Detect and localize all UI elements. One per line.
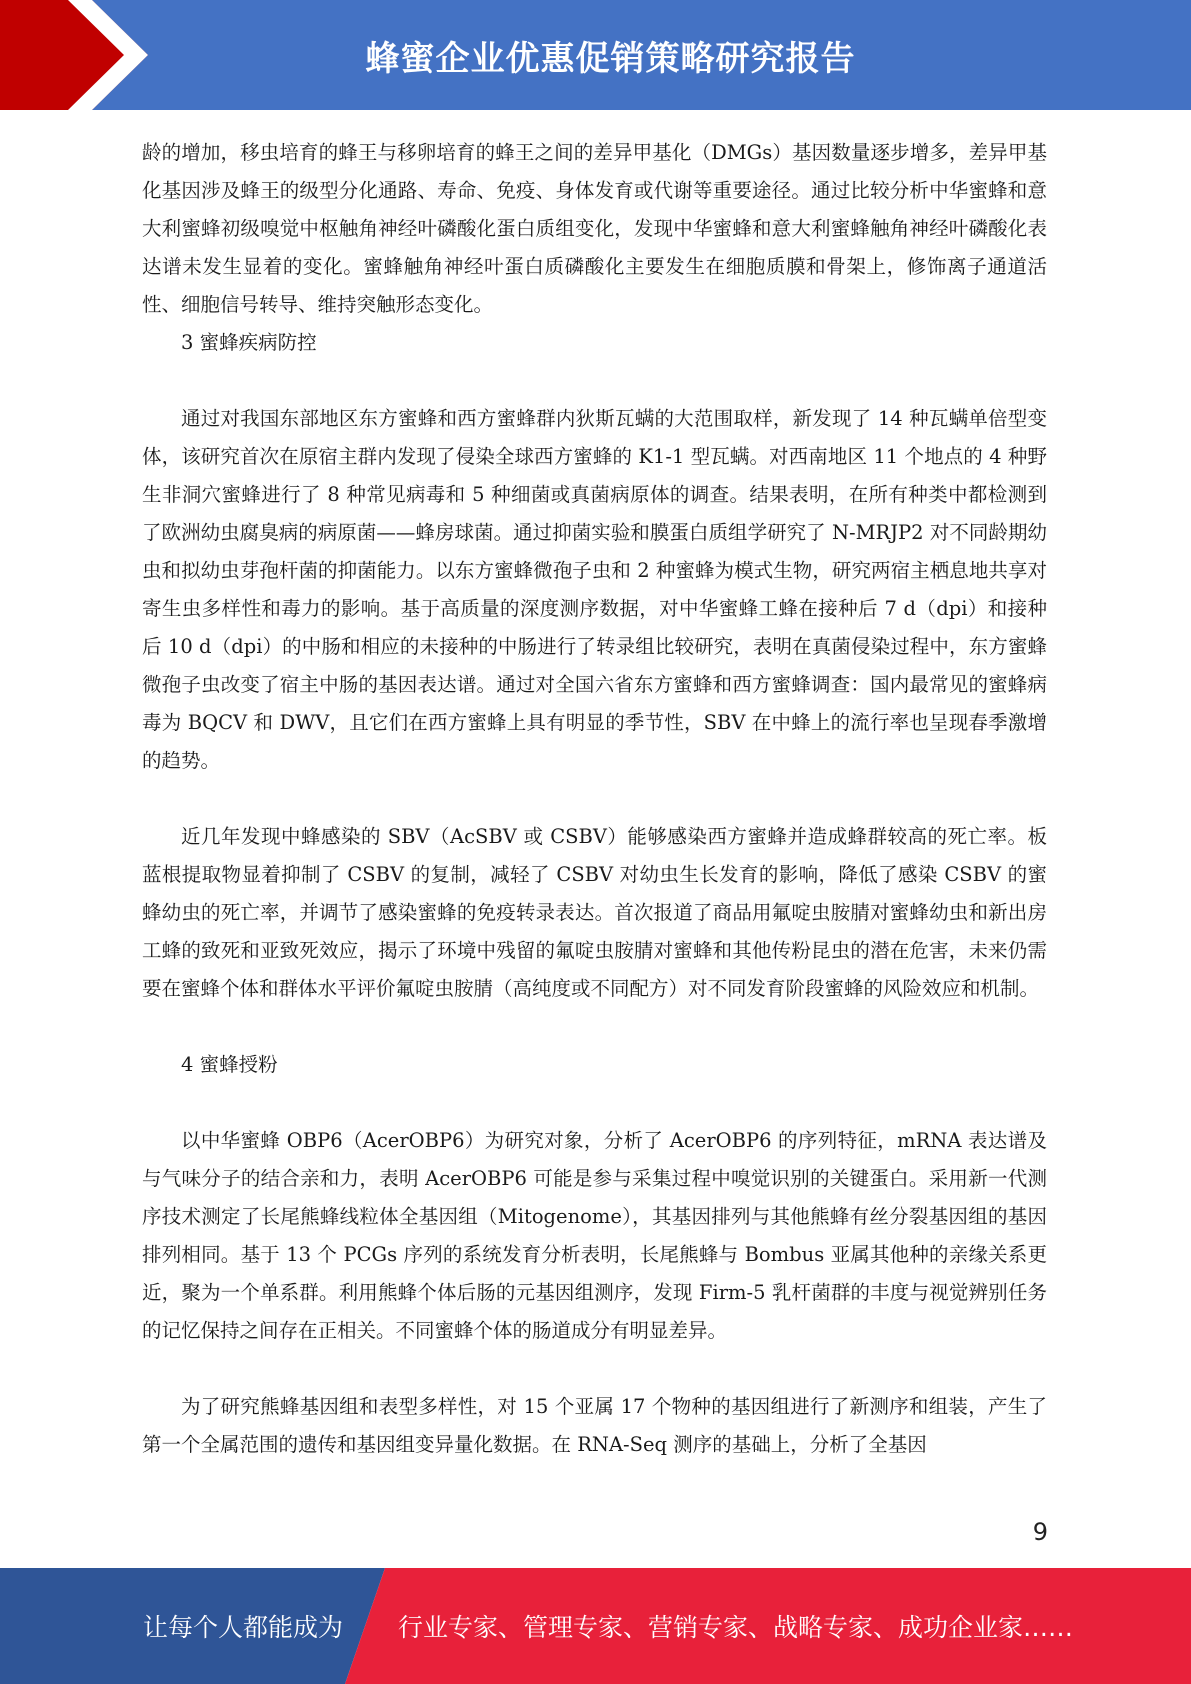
footer-slogan-right: 行业专家、管理专家、营销专家、战略专家、成功企业家…… <box>398 1613 1074 1642</box>
page-title: 蜂蜜企业优惠促销策略研究报告 <box>365 38 856 79</box>
paragraph-continued: 龄的增加，移虫培育的蜂王与移卵培育的蜂王之间的差异甲基化（DMGs）基因数量逐步增多，差异甲基化基因涉及蜂王的级型分化通路、寿命、免疫、身体发育或代谢等重要途径。通过比较分析中华蜜蜂和意大利蜜蜂初级嗅觉中枢触角神经叶磷酸化蛋白质组变化，发现中华蜜蜂和意大利蜜蜂触角神经叶磷酸化表达谱未发生显着的变化。蜜蜂触角神经叶蛋白质磷酸化主要发生在细胞质膜和骨架上，修饰离子通道活性、细胞信号转导、维持突触形态变化。 <box>142 141 1047 316</box>
paragraph-gap <box>142 780 1047 818</box>
page-footer <box>0 1568 1191 1684</box>
paragraph-pollination-2: 为了研究熊蜂基因组和表型多样性，对 15 个亚属 17 个物种的基因组进行了新测序和组装，产生了第一个全属范围的遗传和基因组变异量化数据。在 RNA-Seq 测序的基础上，分析了全基因 <box>142 1395 1047 1456</box>
paragraph-gap <box>142 1350 1047 1388</box>
paragraph-gap <box>142 362 1047 400</box>
footer-slogan-left: 让每个人都能成为 <box>143 1613 344 1642</box>
paragraph-gap <box>142 1084 1047 1122</box>
paragraph-pollination-1: 以中华蜜蜂 OBP6（AcerOBP6）为研究对象，分析了 AcerOBP6 的序列特征，mRNA 表达谱及与气味分子的结合亲和力，表明 AcerOBP6 可能是参与采集过程中嗅觉识别的关键蛋白。采用新一代测序技术测定了长尾熊蜂线粒体全基因组（Mitogenome），其基因排列与其他熊蜂有丝分裂基因组的基因排列相同。基于 13 个 PCGs 序列的系统发育分析表明，长尾熊蜂与 Bombus 亚属其他种的亲缘关系更近，聚为一个单系群。利用熊蜂个体后肠的元基因组测序，发现 Firm-5 乳杆菌群的丰度与视觉辨别任务的记忆保持之间存在正相关。不同蜜蜂个体的肠道成分有明显差异。 <box>142 1129 1047 1342</box>
paragraph-gap <box>142 1008 1047 1046</box>
page-number: 9 <box>1032 1518 1048 1546</box>
page-header <box>0 0 1191 110</box>
paragraph-disease-1: 通过对我国东部地区东方蜜蜂和西方蜜蜂群内狄斯瓦螨的大范围取样，新发现了 14 种瓦螨单倍型变体，该研究首次在原宿主群内发现了侵染全球西方蜜蜂的 K1-1 型瓦螨。对西南地区 11 个地点的 4 种野生非洞穴蜜蜂进行了 8 种常见病毒和 5 种细菌或真菌病原体的调查。结果表明，在所有种类中都检测到了欧洲幼虫腐臭病的病原菌——蜂房球菌。通过抑菌实验和膜蛋白质组学研究了 N-MRJP2 对不同龄期幼虫和拟幼虫芽孢杆菌的抑菌能力。以东方蜜蜂微孢子虫和 2 种蜜蜂为模式生物，研究两宿主栖息地共享对寄生虫多样性和毒力的影响。基于高质量的深度测序数据，对中华蜜蜂工蜂在接种后 7 d（dpi）和接种后 10 d（dpi）的中肠和相应的未接种的中肠进行了转录组比较研究，表明在真菌侵染过程中，东方蜜蜂微孢子虫改变了宿主中肠的基因表达谱。通过对全国六省东方蜜蜂和西方蜜蜂调查：国内最常见的蜜蜂病毒为 BQCV 和 DWV，且它们在西方蜜蜂上具有明显的季节性，SBV 在中蜂上的流行率也呈现春季激增的趋势。 <box>142 407 1047 772</box>
document-body <box>142 134 1047 1464</box>
section-heading-3: 3 蜜蜂疾病防控 <box>181 331 317 354</box>
section-heading-4: 4 蜜蜂授粉 <box>181 1053 278 1076</box>
paragraph-disease-2: 近几年发现中蜂感染的 SBV（AcSBV 或 CSBV）能够感染西方蜜蜂并造成蜂群较高的死亡率。板蓝根提取物显着抑制了 CSBV 的复制，减轻了 CSBV 对幼虫生长发育的影响，降低了感染 CSBV 的蜜蜂幼虫的死亡率，并调节了感染蜜蜂的免疫转录表达。首次报道了商品用氟啶虫胺腈对蜜蜂幼虫和新出房工蜂的致死和亚致死效应，揭示了环境中残留的氟啶虫胺腈对蜜蜂和其他传粉昆虫的潜在危害，未来仍需要在蜜蜂个体和群体水平评价氟啶虫胺腈（高纯度或不同配方）对不同发育阶段蜜蜂的风险效应和机制。 <box>142 825 1047 1000</box>
